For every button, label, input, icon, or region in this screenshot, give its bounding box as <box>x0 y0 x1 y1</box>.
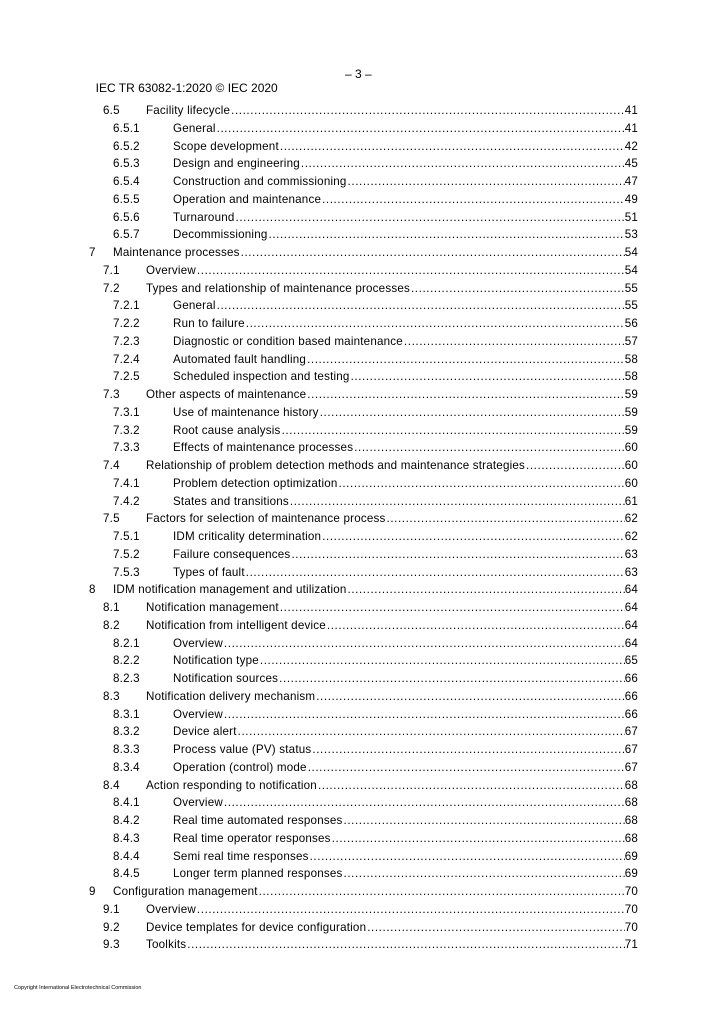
document-id: IEC TR 63082-1:2020 © IEC 2020 <box>95 81 278 95</box>
toc-entry-page: 65 <box>624 654 638 668</box>
toc-entry-title: Maintenance processes <box>113 246 240 259</box>
toc-entry-number: 9.1 <box>103 902 120 916</box>
toc-entry[interactable] <box>0 706 724 724</box>
toc-entry[interactable] <box>0 581 724 599</box>
toc-entry-line <box>173 475 638 493</box>
toc-entry-title: Types of fault <box>173 565 245 579</box>
toc-entry[interactable] <box>0 510 724 528</box>
dot-leader <box>238 723 625 741</box>
toc-entry[interactable] <box>0 315 724 333</box>
toc-entry[interactable] <box>0 226 724 244</box>
toc-entry-title: Scope development <box>173 139 279 153</box>
toc-entry-title: Device templates for device configuration <box>146 920 367 934</box>
toc-entry-number: 8.2.1 <box>113 636 140 650</box>
dot-leader <box>301 155 625 173</box>
toc-entry-line <box>146 262 638 280</box>
toc-entry-number: 8.4.5 <box>113 867 140 881</box>
toc-entry[interactable] <box>0 848 724 866</box>
dot-leader <box>411 280 625 298</box>
toc-entry-title: Failure consequences <box>173 547 291 561</box>
toc-entry-line <box>173 138 638 156</box>
toc-entry[interactable] <box>0 564 724 582</box>
toc-entry-page: 67 <box>624 743 638 756</box>
dot-leader <box>187 936 624 954</box>
toc-entry-page: 60 <box>624 476 638 490</box>
dot-leader <box>316 688 624 706</box>
dot-leader <box>367 919 624 937</box>
toc-entry[interactable] <box>0 404 724 422</box>
toc-entry-title: Relationship of problem detection methods and maintenance strategies <box>146 459 526 472</box>
toc-entry[interactable] <box>0 794 724 812</box>
table-of-contents <box>0 102 724 954</box>
toc-entry-line <box>173 120 638 138</box>
toc-entry-number: 7.5 <box>103 512 120 526</box>
dot-leader <box>404 333 625 351</box>
toc-entry-page: 59 <box>624 423 638 437</box>
dot-leader <box>307 386 624 404</box>
toc-entry-title: Types and relationship of maintenance processes <box>146 281 410 295</box>
toc-entry-line <box>173 741 638 759</box>
toc-entry-title: Notification management <box>146 601 279 614</box>
toc-entry-line <box>173 794 638 812</box>
toc-entry-title: Facility lifecycle <box>146 104 231 117</box>
toc-entry-page: 57 <box>624 334 638 348</box>
toc-entry-page: 64 <box>624 618 638 632</box>
toc-entry-title: Notification from intelligent device <box>146 618 326 632</box>
toc-entry-number: 8.3 <box>103 689 120 703</box>
dot-leader <box>322 191 625 209</box>
toc-entry-page: 71 <box>624 938 638 952</box>
toc-entry[interactable] <box>0 936 724 954</box>
toc-entry-line <box>113 581 638 599</box>
toc-entry[interactable] <box>0 102 724 120</box>
toc-entry-page: 53 <box>624 228 638 242</box>
toc-entry-number: 6.5 <box>103 104 120 117</box>
toc-entry-line <box>173 865 638 883</box>
toc-entry-line <box>146 777 638 795</box>
toc-entry-page: 55 <box>624 299 638 313</box>
dot-leader <box>224 635 625 653</box>
toc-entry-number: 7.4 <box>103 459 120 472</box>
toc-entry-title: Problem detection optimization <box>173 476 338 490</box>
dot-leader <box>348 173 625 191</box>
toc-entry-number: 6.5.3 <box>113 157 140 171</box>
toc-entry-page: 41 <box>624 121 638 135</box>
toc-entry-title: Overview <box>173 707 223 721</box>
toc-entry-title: Real time operator responses <box>173 831 331 845</box>
toc-entry-title: Decommissioning <box>173 228 268 242</box>
toc-entry-page: 41 <box>624 104 638 117</box>
toc-entry-page: 51 <box>624 210 638 224</box>
toc-entry-page: 59 <box>624 388 638 401</box>
toc-entry-number: 8.1 <box>103 601 120 614</box>
dot-leader <box>348 581 625 599</box>
toc-entry-line <box>173 493 638 511</box>
dot-leader <box>217 120 625 138</box>
toc-entry-line <box>173 209 638 227</box>
toc-entry-title: Real time automated responses <box>173 814 343 827</box>
dot-leader <box>241 244 625 262</box>
toc-entry-title: Device alert <box>173 725 237 739</box>
toc-entry-line <box>146 102 638 120</box>
dot-leader <box>224 706 625 724</box>
toc-entry-number: 6.5.7 <box>113 228 140 242</box>
dot-leader <box>236 209 625 227</box>
toc-entry-page: 58 <box>624 370 638 384</box>
toc-entry-number: 7.3.2 <box>113 423 140 437</box>
dot-leader <box>197 901 625 919</box>
toc-entry-title: IDM criticality determination <box>173 530 322 543</box>
toc-entry-line <box>146 936 638 954</box>
toc-entry-page: 63 <box>624 565 638 579</box>
toc-entry-title: Notification delivery mechanism <box>146 689 316 703</box>
toc-entry-title: Overview <box>146 263 196 277</box>
toc-entry[interactable] <box>0 599 724 617</box>
dot-leader <box>308 759 625 777</box>
toc-entry-page: 70 <box>624 902 638 916</box>
toc-entry-page: 60 <box>624 459 638 472</box>
toc-entry-title: Overview <box>173 796 223 810</box>
toc-entry-line <box>146 457 638 475</box>
dot-leader <box>231 102 625 120</box>
toc-entry-title: Action responding to notification <box>146 778 317 792</box>
toc-entry[interactable] <box>0 368 724 386</box>
toc-entry-page: 63 <box>624 547 638 561</box>
toc-entry-page: 67 <box>624 760 638 774</box>
toc-entry-title: Turnaround <box>173 210 235 224</box>
toc-entry-page: 67 <box>624 725 638 739</box>
toc-entry-title: General <box>173 299 216 313</box>
toc-entry-line <box>173 404 638 422</box>
dot-leader <box>332 830 625 848</box>
dot-leader <box>327 617 625 635</box>
toc-entry-line <box>173 226 638 244</box>
toc-entry-page: 55 <box>624 281 638 295</box>
dot-leader <box>282 422 625 440</box>
toc-entry[interactable] <box>0 351 724 369</box>
toc-entry[interactable] <box>0 262 724 280</box>
toc-entry-line <box>173 830 638 848</box>
toc-entry-title: Configuration management <box>113 885 258 898</box>
toc-entry[interactable] <box>0 635 724 653</box>
dot-leader <box>354 439 625 457</box>
toc-entry-number: 6.5.6 <box>113 210 140 224</box>
dot-leader <box>322 528 625 546</box>
toc-entry[interactable] <box>0 688 724 706</box>
toc-entry-line <box>113 883 638 901</box>
toc-entry-title: Notification sources <box>173 672 279 685</box>
toc-entry-number: 8 <box>89 583 96 597</box>
toc-entry-page: 66 <box>624 689 638 703</box>
toc-entry[interactable] <box>0 244 724 262</box>
toc-entry-title: Overview <box>146 902 196 916</box>
toc-entry-page: 64 <box>624 636 638 650</box>
toc-entry[interactable] <box>0 617 724 635</box>
dot-leader <box>290 493 625 511</box>
toc-entry-title: Process value (PV) status <box>173 743 312 756</box>
dot-leader <box>344 812 625 830</box>
toc-entry-number: 7.5.3 <box>113 565 140 579</box>
toc-entry-title: Semi real time responses <box>173 849 309 863</box>
toc-entry[interactable] <box>0 475 724 493</box>
toc-entry-number: 8.4.3 <box>113 831 140 845</box>
dot-leader <box>344 865 625 883</box>
dot-leader <box>351 368 625 386</box>
toc-entry[interactable] <box>0 280 724 298</box>
toc-entry-number: 7.5.1 <box>113 530 140 543</box>
dot-leader <box>320 404 625 422</box>
toc-entry-line <box>146 688 638 706</box>
toc-entry-line <box>173 652 638 670</box>
toc-entry-page: 60 <box>624 441 638 455</box>
toc-entry-title: States and transitions <box>173 494 289 508</box>
toc-entry-page: 47 <box>624 175 638 188</box>
toc-entry-page: 56 <box>624 317 638 330</box>
toc-entry-page: 62 <box>624 530 638 543</box>
toc-entry[interactable] <box>0 670 724 688</box>
toc-entry-line <box>173 297 638 315</box>
toc-entry-number: 9.3 <box>103 938 120 952</box>
toc-entry-line <box>146 617 638 635</box>
toc-entry[interactable] <box>0 723 724 741</box>
page-number: – 3 – <box>345 67 372 81</box>
toc-entry-line <box>173 368 638 386</box>
toc-entry-number: 9 <box>89 885 96 898</box>
toc-entry-page: 54 <box>624 263 638 277</box>
toc-entry-title: Design and engineering <box>173 157 300 171</box>
toc-entry-number: 7.2.1 <box>113 299 140 313</box>
toc-entry-line <box>173 723 638 741</box>
toc-entry-line <box>173 173 638 191</box>
toc-entry-page: 68 <box>624 778 638 792</box>
toc-entry-page: 59 <box>624 405 638 419</box>
copyright-footer: Copyright International Electrotechnical Commission <box>14 985 142 991</box>
dot-leader <box>197 262 625 280</box>
toc-entry-line <box>173 191 638 209</box>
toc-entry[interactable] <box>0 120 724 138</box>
toc-entry-title: Longer term planned responses <box>173 867 343 881</box>
toc-entry-number: 7.2.2 <box>113 317 140 330</box>
toc-entry[interactable] <box>0 333 724 351</box>
dot-leader <box>526 457 625 475</box>
toc-entry-number: 7.1 <box>103 263 120 277</box>
dot-leader <box>310 848 625 866</box>
toc-entry-line <box>146 386 638 404</box>
toc-entry-line <box>173 848 638 866</box>
toc-entry[interactable] <box>0 741 724 759</box>
toc-entry-number: 6.5.5 <box>113 192 140 206</box>
toc-entry-line <box>173 315 638 333</box>
toc-entry-title: Run to failure <box>173 317 245 330</box>
toc-entry[interactable] <box>0 652 724 670</box>
toc-entry-title: IDM notification management and utilization <box>113 583 347 597</box>
dot-leader <box>387 510 625 528</box>
toc-entry-number: 8.4.1 <box>113 796 140 810</box>
toc-entry-line <box>173 351 638 369</box>
toc-entry[interactable] <box>0 457 724 475</box>
toc-entry-line <box>173 546 638 564</box>
toc-entry-line <box>173 635 638 653</box>
toc-entry-number: 8.2.2 <box>113 654 140 668</box>
dot-leader <box>217 297 625 315</box>
toc-entry-line <box>173 706 638 724</box>
toc-entry[interactable] <box>0 138 724 156</box>
toc-entry[interactable] <box>0 155 724 173</box>
toc-entry-title: General <box>173 121 216 135</box>
toc-entry-line <box>173 564 638 582</box>
toc-entry[interactable] <box>0 297 724 315</box>
toc-entry-page: 66 <box>624 672 638 685</box>
toc-entry-page: 61 <box>624 494 638 508</box>
toc-entry-number: 7.5.2 <box>113 547 140 561</box>
dot-leader <box>312 741 624 759</box>
toc-entry-page: 70 <box>624 920 638 934</box>
toc-entry[interactable] <box>0 919 724 937</box>
toc-entry-line <box>173 422 638 440</box>
dot-leader <box>260 652 625 670</box>
dot-leader <box>339 475 625 493</box>
toc-entry-number: 6.5.4 <box>113 175 140 188</box>
toc-entry-page: 62 <box>624 512 638 526</box>
toc-entry-number: 7 <box>89 246 96 259</box>
toc-entry-line <box>146 280 638 298</box>
toc-entry-title: Diagnostic or condition based maintenance <box>173 334 403 348</box>
toc-entry[interactable] <box>0 439 724 457</box>
toc-entry-page: 49 <box>624 192 638 206</box>
toc-entry-line <box>173 439 638 457</box>
toc-entry-number: 7.3.3 <box>113 441 140 455</box>
toc-entry-page: 64 <box>624 601 638 614</box>
toc-entry-number: 8.2 <box>103 618 120 632</box>
toc-entry-title: Use of maintenance history <box>173 405 319 419</box>
toc-entry[interactable] <box>0 173 724 191</box>
toc-entry-line <box>173 155 638 173</box>
toc-entry[interactable] <box>0 546 724 564</box>
toc-entry-title: Factors for selection of maintenance process <box>146 512 386 526</box>
toc-entry-line <box>146 599 638 617</box>
toc-entry-page: 70 <box>624 885 638 898</box>
toc-entry-number: 7.3 <box>103 388 120 401</box>
toc-entry-title: Operation and maintenance <box>173 192 322 206</box>
toc-entry-line <box>146 510 638 528</box>
toc-entry[interactable] <box>0 777 724 795</box>
toc-entry-number: 9.2 <box>103 920 120 934</box>
toc-entry-line <box>173 333 638 351</box>
toc-entry[interactable] <box>0 812 724 830</box>
dot-leader <box>280 599 625 617</box>
toc-entry-page: 68 <box>624 814 638 827</box>
toc-entry-line <box>173 528 638 546</box>
dot-leader <box>259 883 625 901</box>
toc-entry-number: 8.3.3 <box>113 743 140 756</box>
dot-leader <box>279 670 625 688</box>
toc-entry-line <box>146 919 638 937</box>
toc-entry-title: Root cause analysis <box>173 423 281 437</box>
dot-leader <box>291 546 624 564</box>
toc-entry-title: Automated fault handling <box>173 352 307 366</box>
toc-entry[interactable] <box>0 865 724 883</box>
toc-entry-line <box>173 812 638 830</box>
toc-entry[interactable] <box>0 191 724 209</box>
toc-entry-page: 45 <box>624 157 638 171</box>
toc-entry-number: 8.3.1 <box>113 707 140 721</box>
toc-entry-number: 6.5.1 <box>113 121 140 135</box>
toc-entry-number: 8.3.2 <box>113 725 140 739</box>
toc-entry[interactable] <box>0 528 724 546</box>
toc-entry-number: 8.3.4 <box>113 760 140 774</box>
toc-entry-page: 68 <box>624 796 638 810</box>
dot-leader <box>224 794 625 812</box>
toc-entry-line <box>113 244 638 262</box>
toc-entry[interactable] <box>0 422 724 440</box>
toc-entry-number: 7.2.3 <box>113 334 140 348</box>
toc-entry-page: 68 <box>624 831 638 845</box>
dot-leader <box>269 226 625 244</box>
toc-entry-page: 54 <box>624 246 638 259</box>
toc-entry-number: 7.2 <box>103 281 120 295</box>
toc-entry-number: 7.4.2 <box>113 494 140 508</box>
toc-entry-number: 8.4 <box>103 778 120 792</box>
toc-entry-page: 58 <box>624 352 638 366</box>
toc-entry-title: Construction and commissioning <box>173 175 347 188</box>
toc-entry-number: 8.2.3 <box>113 672 140 685</box>
toc-entry-number: 6.5.2 <box>113 139 140 153</box>
toc-entry[interactable] <box>0 759 724 777</box>
toc-entry-title: Other aspects of maintenance <box>146 388 307 401</box>
toc-entry-line <box>146 901 638 919</box>
toc-entry-page: 42 <box>624 139 638 153</box>
toc-entry[interactable] <box>0 209 724 227</box>
toc-entry[interactable] <box>0 493 724 511</box>
toc-entry-title: Notification type <box>173 654 259 668</box>
toc-entry[interactable] <box>0 883 724 901</box>
toc-entry-number: 8.4.2 <box>113 814 140 827</box>
toc-entry-page: 66 <box>624 707 638 721</box>
toc-entry[interactable] <box>0 901 724 919</box>
toc-entry-line <box>173 759 638 777</box>
toc-entry-page: 64 <box>624 583 638 597</box>
toc-entry-number: 7.4.1 <box>113 476 140 490</box>
toc-entry-number: 7.2.5 <box>113 370 140 384</box>
toc-entry-number: 7.2.4 <box>113 352 140 366</box>
toc-entry-title: Operation (control) mode <box>173 760 307 774</box>
toc-entry-page: 69 <box>624 867 638 881</box>
toc-entry-title: Effects of maintenance processes <box>173 441 354 455</box>
toc-entry-line <box>173 670 638 688</box>
dot-leader <box>307 351 625 369</box>
dot-leader <box>246 564 625 582</box>
dot-leader <box>280 138 625 156</box>
toc-entry[interactable] <box>0 830 724 848</box>
toc-entry-page: 69 <box>624 849 638 863</box>
toc-entry[interactable] <box>0 386 724 404</box>
dot-leader <box>246 315 625 333</box>
toc-entry-title: Toolkits <box>146 938 187 952</box>
dot-leader <box>318 777 625 795</box>
toc-entry-title: Scheduled inspection and testing <box>173 370 350 384</box>
toc-entry-number: 8.4.4 <box>113 849 140 863</box>
toc-entry-title: Overview <box>173 636 223 650</box>
toc-entry-number: 7.3.1 <box>113 405 140 419</box>
